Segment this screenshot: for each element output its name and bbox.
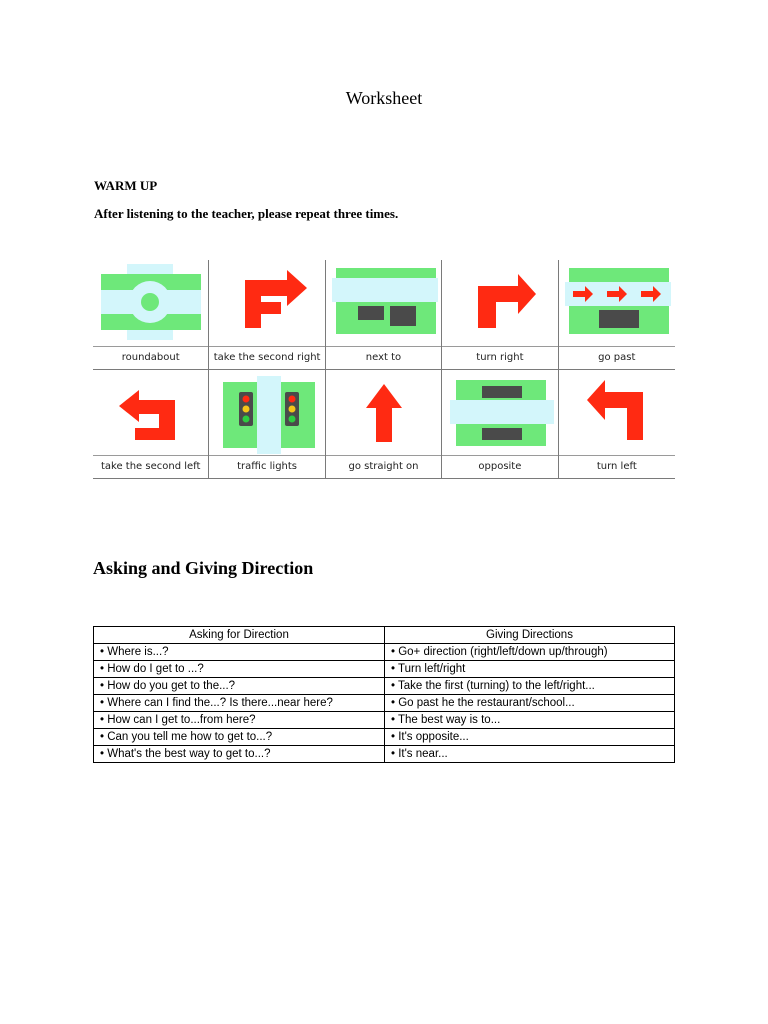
sign-label: turn left bbox=[559, 455, 675, 478]
sign-label: take the second left bbox=[93, 455, 208, 478]
sign-label: turn right bbox=[442, 346, 557, 369]
turn-right-arrow-icon bbox=[442, 262, 558, 344]
sign-cell-straight bbox=[326, 370, 442, 480]
sign-label: traffic lights bbox=[209, 455, 324, 478]
table-cell: • It's opposite... bbox=[385, 729, 675, 746]
sign-cell-turn-left bbox=[559, 370, 675, 480]
straight-arrow-icon bbox=[326, 372, 442, 454]
next-to-icon bbox=[326, 262, 442, 344]
table-row bbox=[94, 644, 675, 661]
sign-cell-opposite bbox=[442, 370, 558, 480]
instruction-text: After listening to the teacher, please repeat three times. bbox=[94, 206, 399, 221]
table-cell: • Can you tell me how to get to...? bbox=[94, 729, 385, 746]
second-left-arrow-icon bbox=[93, 372, 209, 454]
turn-left-arrow-icon bbox=[559, 372, 675, 454]
table-row bbox=[94, 661, 675, 678]
sign-cell-turn-right bbox=[442, 260, 558, 370]
table-row bbox=[94, 729, 675, 746]
table-cell: • How can I get to...from here? bbox=[94, 712, 385, 729]
sign-cell-roundabout bbox=[93, 260, 209, 370]
section-title: Asking and Giving Direction bbox=[93, 558, 314, 578]
table-cell: • Go past he the restaurant/school... bbox=[385, 695, 675, 712]
table-cell: • Go+ direction (right/left/down up/through) bbox=[385, 644, 675, 661]
sign-cell-second-left bbox=[93, 370, 209, 480]
direction-signs-grid bbox=[93, 260, 675, 479]
table-header: Asking for Direction bbox=[94, 627, 385, 644]
opposite-icon bbox=[442, 372, 558, 454]
table-cell: • Where can I find the...? Is there...near here? bbox=[94, 695, 385, 712]
sign-cell-traffic-lights bbox=[209, 370, 325, 480]
table-header-row bbox=[94, 627, 675, 644]
second-right-arrow-icon bbox=[209, 262, 325, 344]
table-row bbox=[94, 746, 675, 763]
table-cell: • It's near... bbox=[385, 746, 675, 763]
table-row bbox=[94, 678, 675, 695]
sign-cell-second-right bbox=[209, 260, 325, 370]
sign-label: next to bbox=[326, 346, 441, 369]
table-cell: • What's the best way to get to...? bbox=[94, 746, 385, 763]
go-past-icon bbox=[559, 262, 675, 344]
roundabout-icon bbox=[93, 262, 209, 344]
page-title: Worksheet bbox=[345, 88, 423, 108]
table-cell: • How do I get to ...? bbox=[94, 661, 385, 678]
table-cell: • Turn left/right bbox=[385, 661, 675, 678]
traffic-lights-icon bbox=[209, 372, 325, 454]
directions-table bbox=[93, 626, 675, 763]
sign-cell-go-past bbox=[559, 260, 675, 370]
sign-label: take the second right bbox=[209, 346, 324, 369]
table-row bbox=[94, 695, 675, 712]
table-cell: • How do you get to the...? bbox=[94, 678, 385, 695]
table-row bbox=[94, 712, 675, 729]
sign-cell-next-to bbox=[326, 260, 442, 370]
table-cell: • Take the first (turning) to the left/right... bbox=[385, 678, 675, 695]
sign-label: go past bbox=[559, 346, 675, 369]
sign-label: roundabout bbox=[93, 346, 208, 369]
sign-label: opposite bbox=[442, 455, 557, 478]
table-header: Giving Directions bbox=[385, 627, 675, 644]
table-cell: • Where is...? bbox=[94, 644, 385, 661]
warm-up-heading: WARM UP bbox=[94, 178, 158, 193]
table-cell: • The best way is to... bbox=[385, 712, 675, 729]
sign-label: go straight on bbox=[326, 455, 441, 478]
